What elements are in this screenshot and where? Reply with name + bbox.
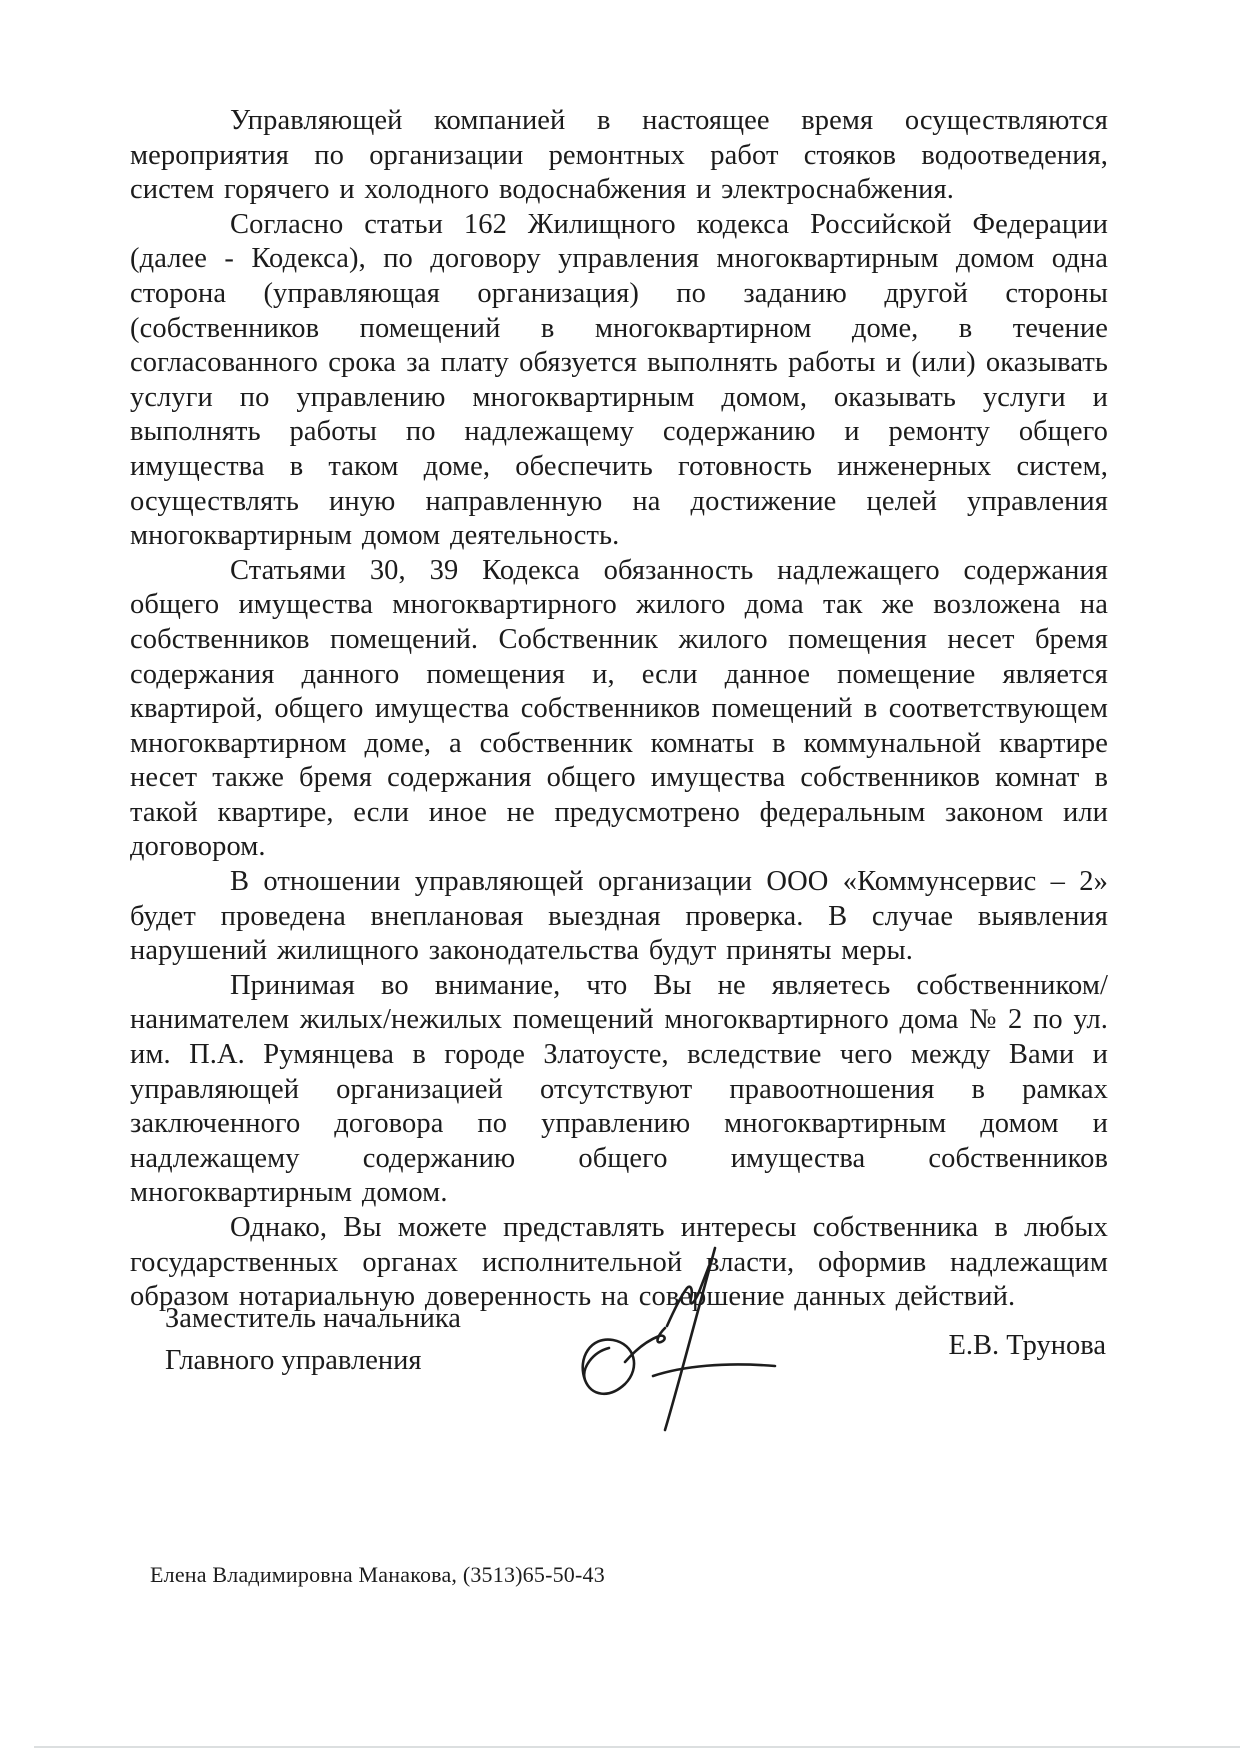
signature-block — [130, 1292, 1108, 1532]
body-paragraph: Статьями 30, 39 Кодекса обязанность надлежащего содержания общего имущества многоквартирного жилого дома так же возложена на собственников помещений. Собственник жилого помещения несет бремя содержания данного помещения и, если данное помещение является квартирой, общего имущества собственников помещений в соответствующем многоквартирном доме, а собственник комнаты в коммунальной квартире несет также бремя содержания общего имущества собственников комнат в такой квартире, если иное не предусмотрено федеральным законом или договором. — [130, 554, 1108, 863]
handwritten-signature-icon — [575, 1244, 785, 1434]
body-paragraph: Принимая во внимание, что Вы не являетесь собственником/нанимателем жилых/нежилых помещений многоквартирного дома № 2 по ул. им. П.А. Румянцева в городе Златоусте, вследствие чего между Вами и управляющей организацией отсутствуют правоотношения в рамках заключенного договора по управлению многоквартирным домом и надлежащему содержанию общего имущества собственников многоквартирным домом. — [130, 969, 1108, 1209]
signer-title-line1: Заместитель начальника — [165, 1303, 461, 1334]
executor-contact: Елена Владимировна Манакова, (3513)65-50-43 — [150, 1562, 605, 1587]
signer-title-line2: Главного управления — [165, 1345, 422, 1376]
signer-name: Е.В. Трунова — [948, 1330, 1106, 1361]
letter-body — [130, 104, 1108, 1315]
body-paragraph: Согласно статьи 162 Жилищного кодекса Российской Федерации (далее - Кодекса), по договору управления многоквартирным домом одна сторона (управляющая организация) по заданию другой стороны (собственников помещений в многоквартирном доме, в течение согласованного срока за плату обязуется выполнять работы и (или) оказывать услуги по управлению многоквартирным домом, оказывать услуги и выполнять работы по надлежащему содержанию и ремонту общего имущества в таком доме, обеспечить готовность инженерных систем, осуществлять иную направленную на достижение целей управления многоквартирным домом деятельность. — [130, 208, 1108, 552]
scan-edge-line — [34, 1746, 1240, 1748]
body-paragraph: Однако, Вы можете представлять интересы собственника в любых государственных органах исполнительной власти, оформив надлежащим образом нотариальную доверенность на совершение данных действий. — [130, 1212, 1108, 1313]
body-paragraph: В отношении управляющей организации ООО «Коммунсервис – 2» будет проведена внеплановая выездная проверка. В случае выявления нарушений жилищного законодательства будут приняты меры. — [130, 866, 1108, 967]
body-paragraph: Управляющей компанией в настоящее время осуществляются мероприятия по организации ремонтных работ стояков водоотведения, систем горячего и холодного водоснабжения и электроснабжения. — [130, 105, 1108, 206]
signer-title — [165, 1298, 461, 1382]
